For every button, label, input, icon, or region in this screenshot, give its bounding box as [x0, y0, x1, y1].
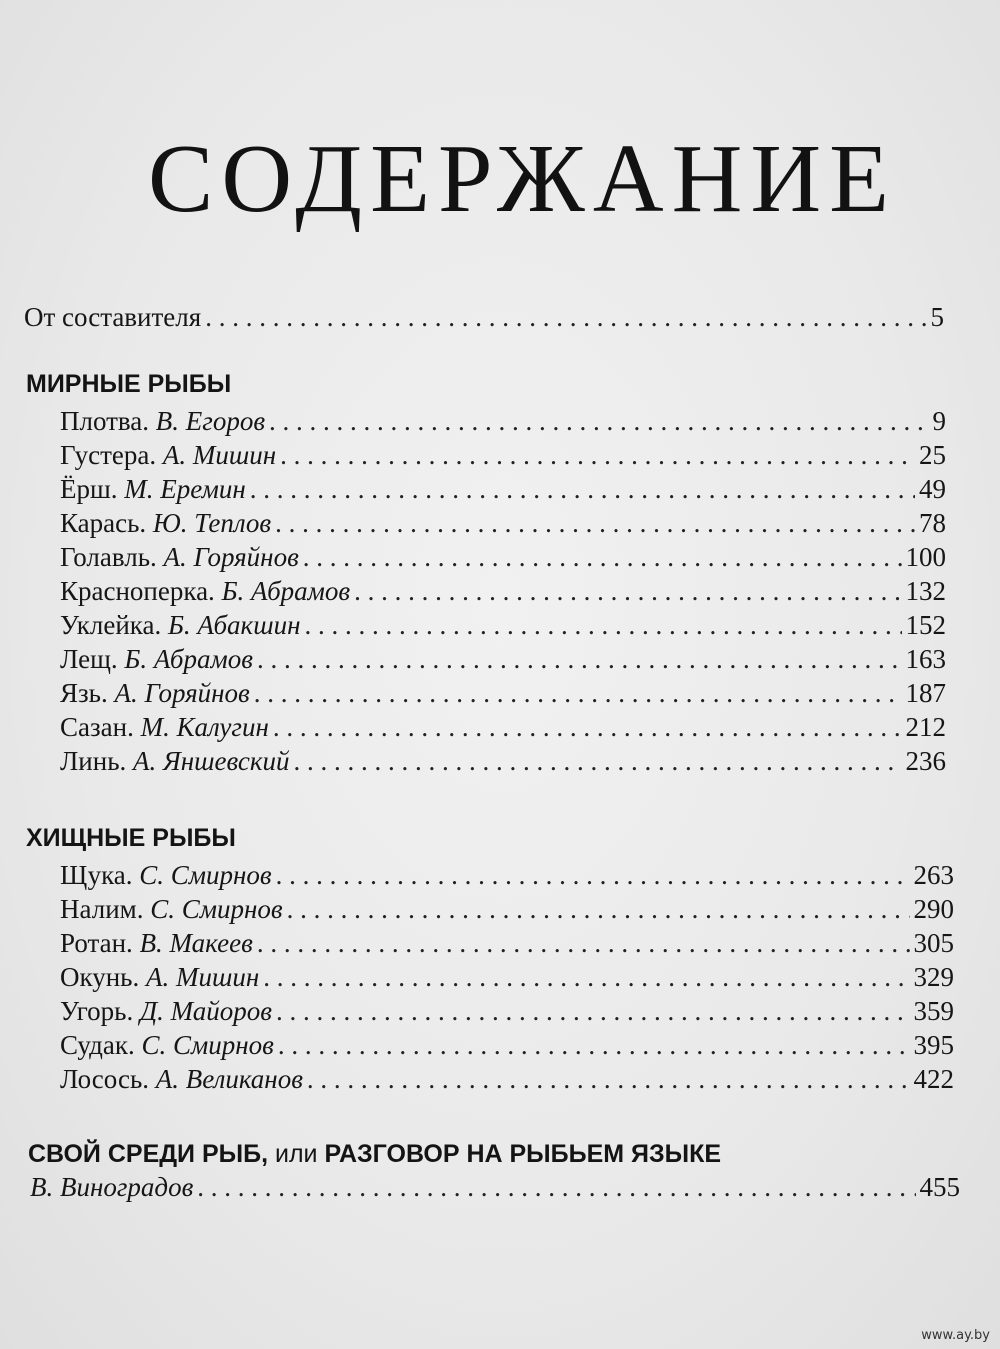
entry-title: Красноперка. Б. Абрамов: [60, 576, 351, 606]
toc-entry: [60, 472, 946, 506]
entry-author: М. Еремин: [124, 474, 246, 504]
entry-page: 9: [932, 406, 946, 436]
entry-author: А. Великанов: [155, 1064, 303, 1094]
toc-entry: [60, 506, 946, 540]
entry-page: 455: [919, 1172, 960, 1202]
entry-page: 263: [913, 860, 954, 890]
entry-author: А. Горяйнов: [163, 542, 299, 572]
entry-title: Густера. А. Мишин: [60, 440, 277, 470]
entry-page: 395: [913, 1030, 954, 1060]
leader-dots: [205, 300, 926, 334]
toc-entry: [60, 744, 946, 778]
entry-author: Д. Майоров: [139, 996, 272, 1026]
entry-page: 132: [905, 576, 946, 606]
entry-page: 290: [913, 894, 954, 924]
entry-author: С. Смирнов: [141, 1030, 274, 1060]
entry-page: 163: [905, 644, 946, 674]
leader-dots: [254, 676, 902, 710]
toc-entry-preface: [24, 300, 944, 334]
entry-page: 305: [913, 928, 954, 958]
entry-title: Карась. Ю. Теплов: [60, 508, 272, 538]
entry-author: В. Егоров: [155, 406, 266, 436]
entry-title: Лосось. А. Великанов: [60, 1064, 303, 1094]
entry-author: А. Яншевский: [133, 746, 290, 776]
toc-entry: [60, 574, 946, 608]
leader-dots: [263, 960, 909, 994]
entry-author: Ю. Теплов: [152, 508, 272, 538]
entry-author: Б. Абакшин: [167, 610, 301, 640]
toc-entry: [60, 1062, 954, 1096]
toc-entry: [60, 960, 954, 994]
leader-dots: [354, 574, 901, 608]
entry-author: А. Мишин: [146, 962, 260, 992]
entry-page: 422: [913, 1064, 954, 1094]
entry-title: Окунь. А. Мишин: [60, 962, 260, 992]
entry-page: 329: [913, 962, 954, 992]
entry-title: Налим. С. Смирнов: [60, 894, 283, 924]
entry-title: Сазан. М. Калугин: [60, 712, 269, 742]
toc-entry: [60, 994, 954, 1028]
entry-page: 49: [919, 474, 946, 504]
leader-dots: [294, 744, 902, 778]
entry-page: 212: [905, 712, 946, 742]
entry-title: Линь. А. Яншевский: [60, 746, 290, 776]
entry-title: Судак. С. Смирнов: [60, 1030, 274, 1060]
entry-title: От составителя: [24, 302, 202, 332]
entry-page: 78: [919, 508, 946, 538]
entry-title: Ротан. В. Макеев: [60, 928, 253, 958]
toc-entry: [60, 858, 954, 892]
leader-dots: [287, 892, 910, 926]
entry-title: Угорь. Д. Майоров: [60, 996, 272, 1026]
section-heading-final: СВОЙ СРЕДИ РЫБ, или РАЗГОВОР НА РЫБЬЕМ ЯЗЫКЕ: [28, 1140, 722, 1168]
toc-entry: [60, 1028, 954, 1062]
entry-title: Голавль. А. Горяйнов: [60, 542, 299, 572]
entry-author: Б. Абрамов: [124, 644, 253, 674]
leader-dots: [307, 1062, 910, 1096]
entry-author: Б. Абрамов: [221, 576, 351, 606]
entry-page: 100: [905, 542, 946, 572]
leader-dots: [257, 642, 902, 676]
entry-page: 5: [930, 302, 944, 332]
toc-entry: [60, 710, 946, 744]
entry-title: Плотва. В. Егоров: [60, 406, 266, 436]
entry-page: 236: [905, 746, 946, 776]
entry-title: Ёрш. М. Еремин: [60, 474, 246, 504]
leader-dots: [276, 994, 910, 1028]
leader-dots: [304, 608, 901, 642]
entry-author: С. Смирнов: [150, 894, 283, 924]
leader-dots: [197, 1170, 915, 1204]
entry-author: А. Горяйнов: [114, 678, 250, 708]
toc-entry: [60, 892, 954, 926]
entry-page: 25: [919, 440, 946, 470]
entry-title: Уклейка. Б. Абакшин: [60, 610, 301, 640]
entry-title: Язь. А. Горяйнов: [60, 678, 250, 708]
entry-author: А. Мишин: [162, 440, 277, 470]
leader-dots: [275, 506, 915, 540]
toc-entry: [60, 540, 946, 574]
section-heading: ХИЩНЫЕ РЫБЫ: [26, 824, 236, 852]
entry-page: 359: [913, 996, 954, 1026]
toc-entry: [60, 438, 946, 472]
entry-page: 152: [905, 610, 946, 640]
section-heading: МИРНЫЕ РЫБЫ: [26, 370, 232, 398]
leader-dots: [278, 1028, 910, 1062]
entry-page: 187: [905, 678, 946, 708]
leader-dots: [280, 438, 915, 472]
leader-dots: [273, 710, 902, 744]
leader-dots: [303, 540, 902, 574]
toc-entry: [60, 676, 946, 710]
toc-entry: [60, 608, 946, 642]
entry-title: Щука. С. Смирнов: [60, 860, 272, 890]
toc-entry-final: [30, 1170, 960, 1204]
leader-dots: [276, 858, 910, 892]
entry-author: В. Макеев: [139, 928, 253, 958]
toc-entry: [60, 404, 946, 438]
entry-author: С. Смирнов: [139, 860, 272, 890]
leader-dots: [257, 926, 910, 960]
page-title: СОДЕРЖАНИЕ: [148, 125, 898, 233]
toc-entry: [60, 926, 954, 960]
leader-dots: [250, 472, 915, 506]
entry-author: В. Виноградов: [30, 1172, 194, 1202]
entry-author: М. Калугин: [140, 712, 269, 742]
toc-entry: [60, 642, 946, 676]
watermark: www.ay.by: [921, 1328, 990, 1343]
leader-dots: [269, 404, 928, 438]
entry-title: Лещ. Б. Абрамов: [60, 644, 253, 674]
